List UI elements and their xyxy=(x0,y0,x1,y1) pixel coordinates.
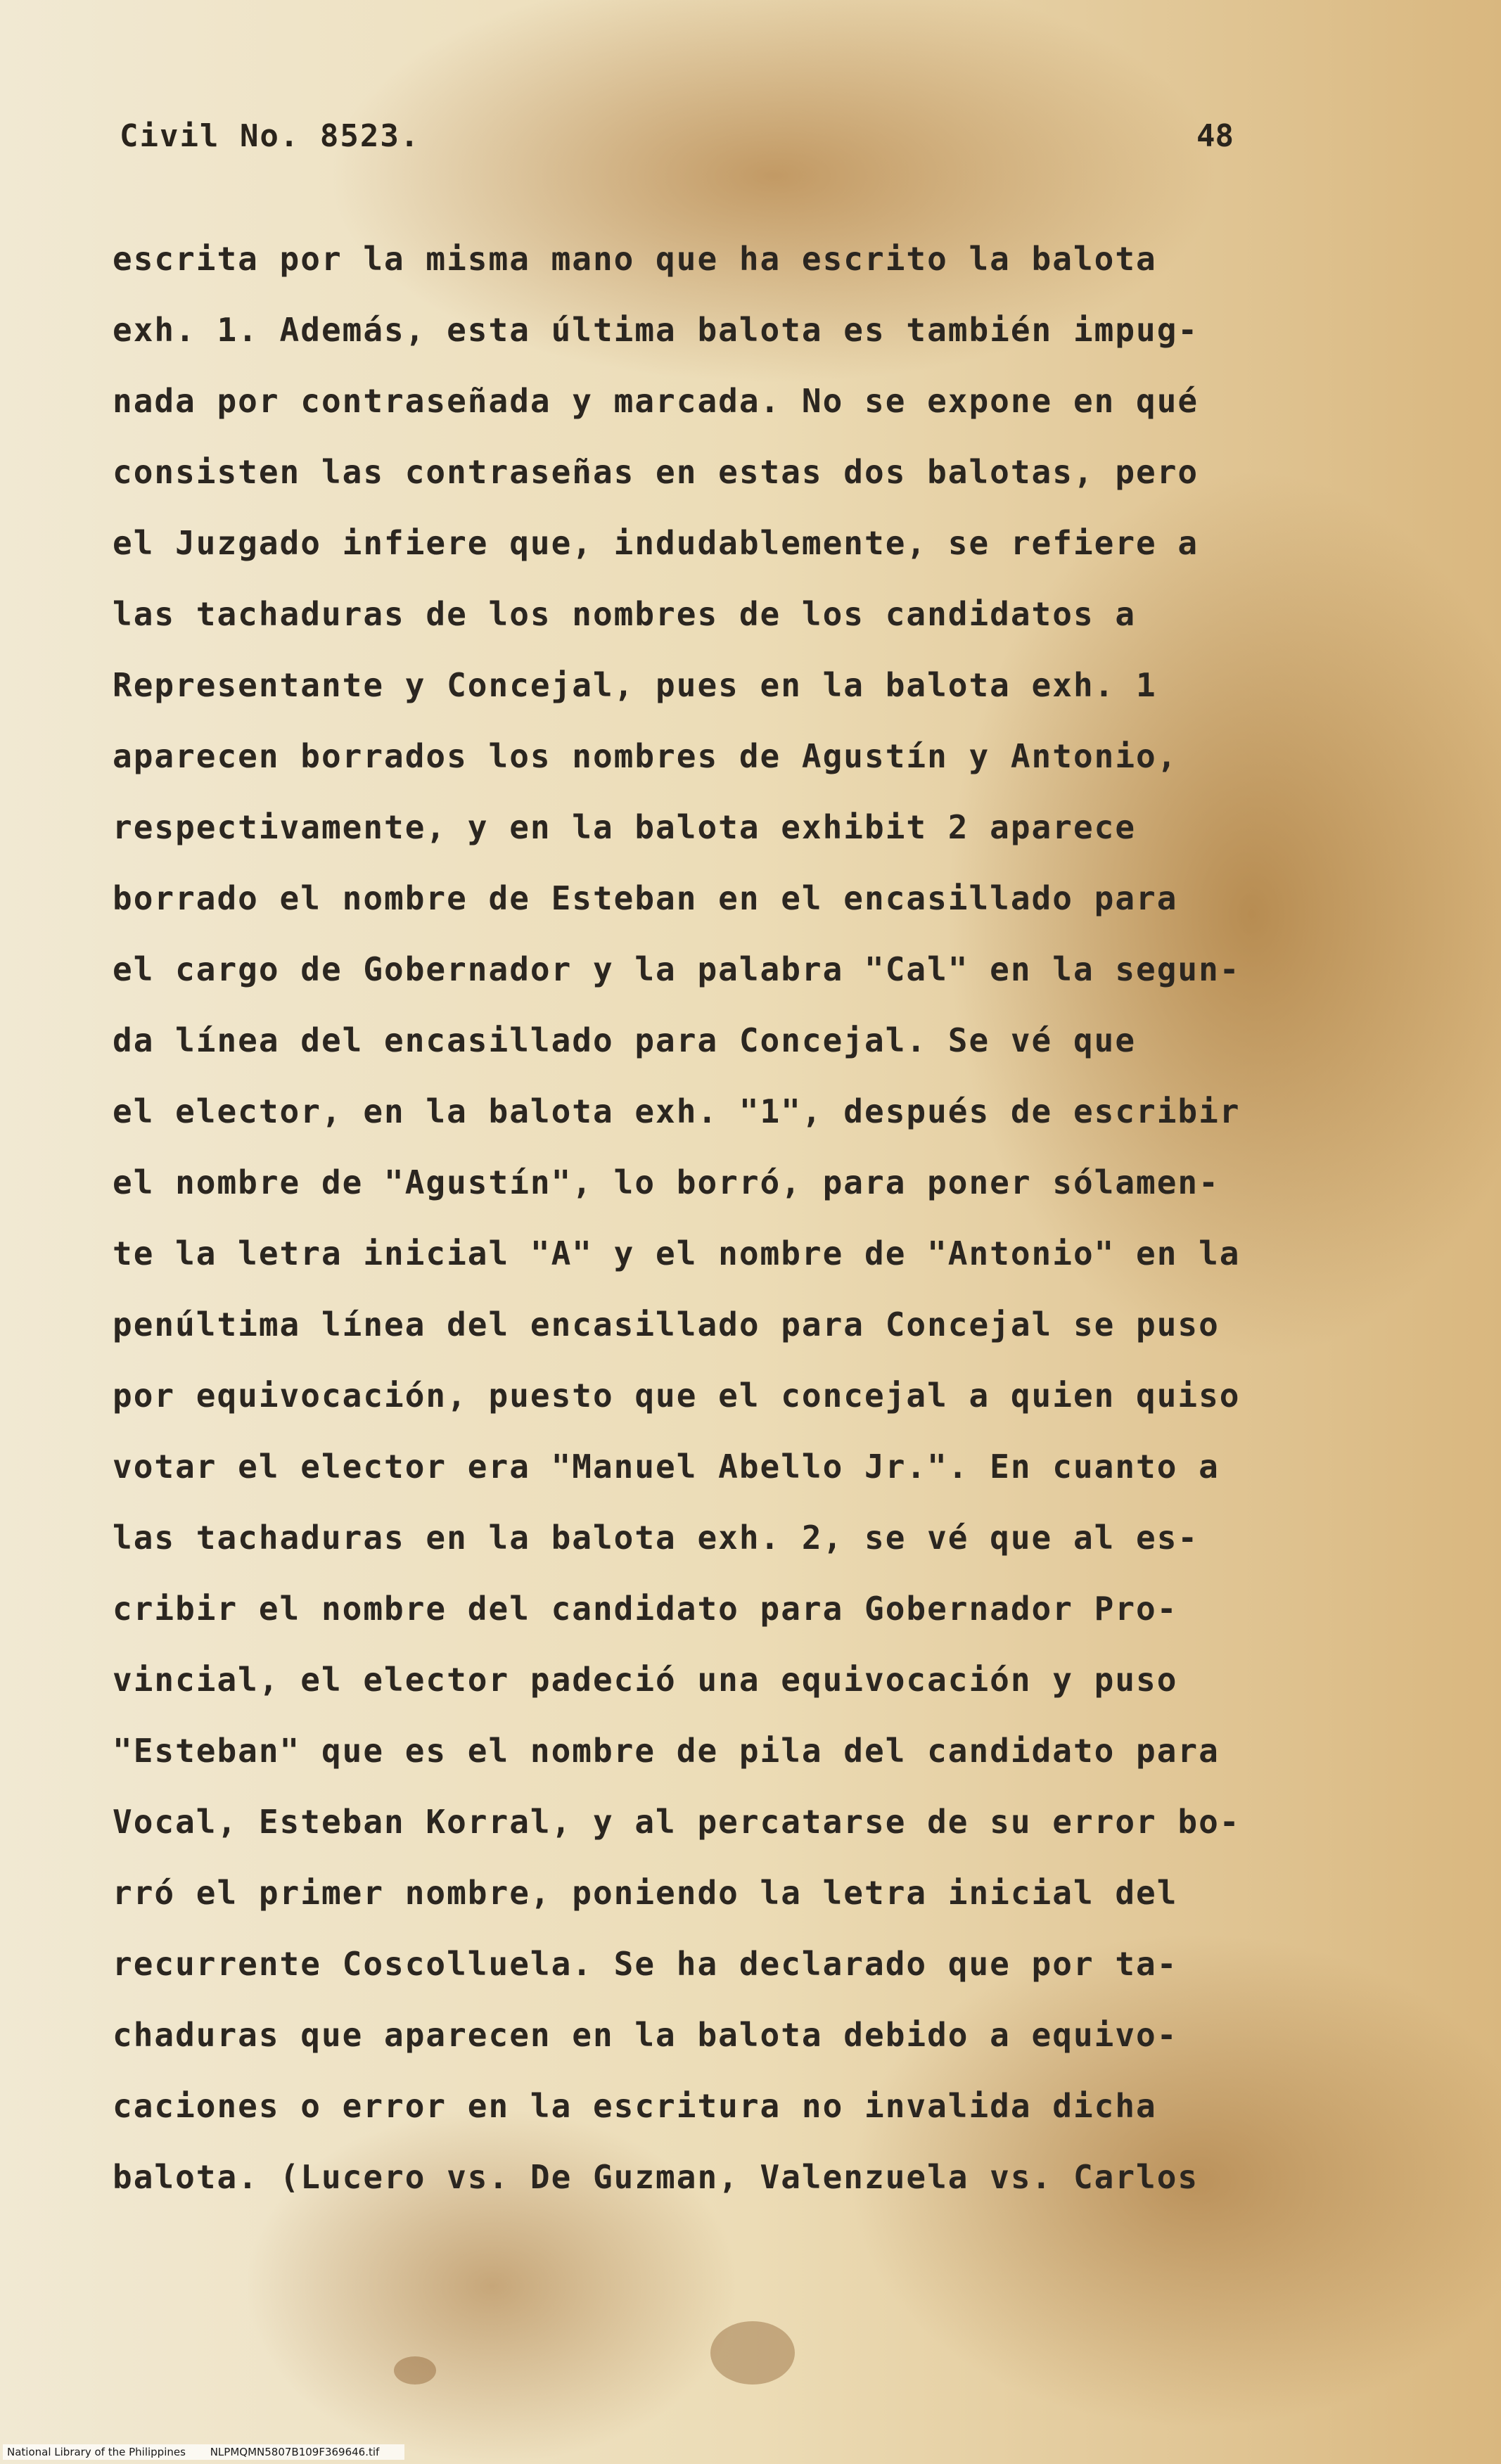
text-line: borrado el nombre de Esteban en el encasillado para xyxy=(113,879,1178,917)
text-line: aparecen borrados los nombres de Agustín y Antonio, xyxy=(113,737,1178,775)
text-line: "Esteban" que es el nombre de pila del candidato para xyxy=(113,1732,1220,1770)
text-line: el elector, en la balota exh. "1", después de escribir xyxy=(113,1092,1241,1130)
page-header xyxy=(120,118,1234,160)
file-id: NLPMQMN5807B109F369646.tif xyxy=(210,2446,380,2458)
body-text xyxy=(113,224,1280,2213)
text-line: da línea del encasillado para Concejal. Se vé que xyxy=(113,1021,1137,1059)
text-line: penúltima línea del encasillado para Concejal se puso xyxy=(113,1306,1220,1343)
text-line: escrita por la misma mano que ha escrito la balota xyxy=(113,240,1157,278)
text-line: el nombre de "Agustín", lo borró, para poner sólamen- xyxy=(113,1163,1220,1201)
stain xyxy=(394,2356,436,2385)
page-number: 48 xyxy=(1196,118,1234,154)
case-number: Civil No. 8523. xyxy=(120,118,421,154)
library-name: National Library of the Philippines xyxy=(7,2446,186,2458)
text-line: cribir el nombre del candidato para Gobernador Pro- xyxy=(113,1590,1178,1628)
stain xyxy=(710,2321,795,2385)
text-line: el cargo de Gobernador y la palabra "Cal" en la segun- xyxy=(113,950,1241,988)
text-line: Representante y Concejal, pues en la balota exh. 1 xyxy=(113,666,1157,704)
text-line: el Juzgado infiere que, indudablemente, se refiere a xyxy=(113,524,1199,562)
text-line: vincial, el elector padeció una equivocación y puso xyxy=(113,1661,1178,1699)
text-line: por equivocación, puesto que el concejal a quien quiso xyxy=(113,1377,1241,1415)
text-line: te la letra inicial "A" y el nombre de "Antonio" en la xyxy=(113,1234,1241,1272)
text-line: consisten las contraseñas en estas dos balotas, pero xyxy=(113,453,1199,491)
text-line: rró el primer nombre, poniendo la letra inicial del xyxy=(113,1874,1178,1912)
text-line: nada por contraseñada y marcada. No se expone en qué xyxy=(113,382,1199,420)
text-line: votar el elector era "Manuel Abello Jr.". En cuanto a xyxy=(113,1448,1220,1486)
footer xyxy=(3,2444,404,2460)
text-line: las tachaduras en la balota exh. 2, se vé que al es- xyxy=(113,1519,1199,1557)
text-line: caciones o error en la escritura no invalida dicha xyxy=(113,2087,1157,2125)
text-line: exh. 1. Además, esta última balota es también impug- xyxy=(113,311,1199,349)
text-line: chaduras que aparecen en la balota debido a equivo- xyxy=(113,2016,1178,2054)
text-line: recurrente Coscolluela. Se ha declarado que por ta- xyxy=(113,1945,1178,1983)
text-line: Vocal, Esteban Korral, y al percatarse de su error bo- xyxy=(113,1803,1241,1841)
text-line: las tachaduras de los nombres de los candidatos a xyxy=(113,595,1137,633)
text-line: respectivamente, y en la balota exhibit 2 aparece xyxy=(113,808,1137,846)
text-line: balota. (Lucero vs. De Guzman, Valenzuela vs. Carlos xyxy=(113,2158,1199,2196)
